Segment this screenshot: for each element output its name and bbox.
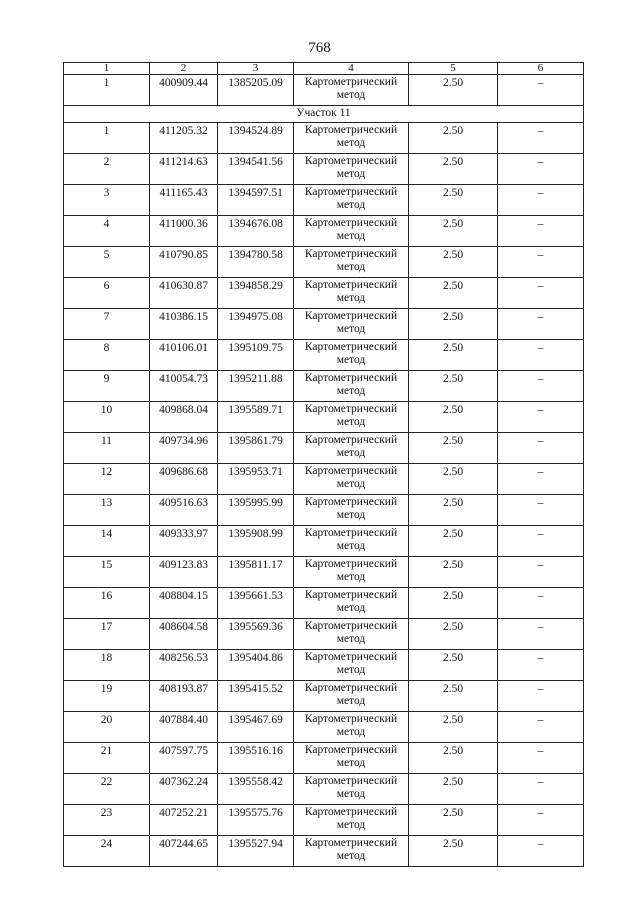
coord-x: 411214.63 [150,154,218,185]
method-cell [294,371,409,402]
method-cell [294,526,409,557]
method-line1: Картометрический [304,775,398,787]
point-number: 7 [64,309,150,340]
accuracy: 2.50 [409,526,498,557]
point-number: 11 [64,433,150,464]
note: – [498,619,584,650]
method-cell [294,712,409,743]
table-row [64,805,584,836]
method-cell [294,743,409,774]
column-header: 4 [294,63,409,75]
method-cell [294,247,409,278]
method-line1: Картометрический [304,837,398,849]
coord-x: 410106.01 [150,340,218,371]
note: – [498,75,584,106]
coord-x: 411165.43 [150,185,218,216]
coord-y: 1395953.71 [218,464,294,495]
note: – [498,495,584,526]
note: – [498,216,584,247]
coord-x: 407884.40 [150,712,218,743]
coord-y: 1395575.76 [218,805,294,836]
point-number: 3 [64,185,150,216]
accuracy: 2.50 [409,216,498,247]
method-line2: метод [336,89,366,101]
method-line2: метод [336,664,366,676]
point-number: 24 [64,836,150,867]
accuracy: 2.50 [409,247,498,278]
method-cell [294,185,409,216]
method-cell [294,309,409,340]
coord-x: 410630.87 [150,278,218,309]
method-line2: метод [336,199,366,211]
point-number: 17 [64,619,150,650]
accuracy: 2.50 [409,557,498,588]
point-number: 9 [64,371,150,402]
method-line2: метод [336,261,366,273]
coord-y: 1395995.99 [218,495,294,526]
point-number: 21 [64,743,150,774]
accuracy: 2.50 [409,619,498,650]
method-line2: метод [336,726,366,738]
method-cell [294,650,409,681]
method-line2: метод [336,354,366,366]
table-row [64,743,584,774]
method-cell [294,433,409,464]
table-row [64,154,584,185]
coord-x: 409686.68 [150,464,218,495]
accuracy: 2.50 [409,154,498,185]
coord-y: 1395527.94 [218,836,294,867]
table-row [64,650,584,681]
table-row [64,433,584,464]
point-number: 19 [64,681,150,712]
method-line1: Картометрический [304,558,398,570]
method-line1: Картометрический [304,465,398,477]
accuracy: 2.50 [409,495,498,526]
header-row [64,63,584,75]
accuracy: 2.50 [409,75,498,106]
method-line2: метод [336,385,366,397]
note: – [498,805,584,836]
method-line2: метод [336,602,366,614]
method-line1: Картометрический [304,806,398,818]
accuracy: 2.50 [409,712,498,743]
method-line2: метод [336,850,366,862]
point-number: 5 [64,247,150,278]
coord-x: 408193.87 [150,681,218,712]
point-number: 16 [64,588,150,619]
note: – [498,526,584,557]
note: – [498,464,584,495]
coord-y: 1395404.86 [218,650,294,681]
table-row [64,557,584,588]
method-line1: Картометрический [304,372,398,384]
method-line1: Картометрический [304,434,398,446]
accuracy: 2.50 [409,743,498,774]
method-line2: метод [336,230,366,242]
method-cell [294,495,409,526]
point-number: 14 [64,526,150,557]
accuracy: 2.50 [409,278,498,309]
method-line2: метод [336,323,366,335]
accuracy: 2.50 [409,340,498,371]
method-line1: Картометрический [304,651,398,663]
note: – [498,340,584,371]
table-row [64,588,584,619]
coord-y: 1395861.79 [218,433,294,464]
table-row [64,123,584,154]
coord-x: 400909.44 [150,75,218,106]
point-number: 4 [64,216,150,247]
method-line1: Картометрический [304,186,398,198]
accuracy: 2.50 [409,309,498,340]
method-line1: Картометрический [304,403,398,415]
point-number: 22 [64,774,150,805]
coord-x: 408256.53 [150,650,218,681]
accuracy: 2.50 [409,185,498,216]
method-cell [294,464,409,495]
method-cell [294,402,409,433]
coord-x: 409734.96 [150,433,218,464]
table-row [64,836,584,867]
note: – [498,681,584,712]
note: – [498,774,584,805]
method-line1: Картометрический [304,620,398,632]
table-row [64,278,584,309]
note: – [498,743,584,774]
coord-x: 411000.36 [150,216,218,247]
column-header: 5 [409,63,498,75]
note: – [498,433,584,464]
coord-x: 410054.73 [150,371,218,402]
coord-y: 1395811.17 [218,557,294,588]
point-number: 6 [64,278,150,309]
table-row [64,402,584,433]
method-line1: Картометрический [304,713,398,725]
page-number: 768 [308,40,331,56]
coordinates-table [63,62,584,867]
coord-x: 411205.32 [150,123,218,154]
note: – [498,154,584,185]
coord-y: 1394975.08 [218,309,294,340]
coord-y: 1395908.99 [218,526,294,557]
method-cell [294,681,409,712]
method-cell [294,836,409,867]
method-line2: метод [336,540,366,552]
method-line1: Картометрический [304,155,398,167]
table-row [64,619,584,650]
point-number: 23 [64,805,150,836]
coord-y: 1385205.09 [218,75,294,106]
accuracy: 2.50 [409,464,498,495]
column-header: 6 [498,63,584,75]
method-line1: Картометрический [304,589,398,601]
note: – [498,557,584,588]
coord-x: 408604.58 [150,619,218,650]
accuracy: 2.50 [409,774,498,805]
point-number: 18 [64,650,150,681]
method-line2: метод [336,416,366,428]
method-line2: метод [336,819,366,831]
table-row [64,216,584,247]
method-line2: метод [336,478,366,490]
method-cell [294,216,409,247]
column-header: 2 [150,63,218,75]
method-line2: метод [336,695,366,707]
point-number: 10 [64,402,150,433]
method-line2: метод [336,757,366,769]
coord-x: 410790.85 [150,247,218,278]
coord-y: 1394858.29 [218,278,294,309]
table-row [64,309,584,340]
point-number: 13 [64,495,150,526]
method-line2: метод [336,571,366,583]
coord-x: 407244.65 [150,836,218,867]
note: – [498,371,584,402]
point-number: 1 [64,123,150,154]
coord-x: 407252.21 [150,805,218,836]
method-line2: метод [336,509,366,521]
table-row [64,712,584,743]
section-title: Участок 11 [64,106,584,123]
method-line1: Картометрический [304,279,398,291]
point-number: 20 [64,712,150,743]
method-line1: Картометрический [304,341,398,353]
note: – [498,712,584,743]
method-line1: Картометрический [304,744,398,756]
coord-x: 410386.15 [150,309,218,340]
method-cell [294,154,409,185]
method-cell [294,588,409,619]
table-row [64,681,584,712]
coord-y: 1395569.36 [218,619,294,650]
coord-y: 1395415.52 [218,681,294,712]
accuracy: 2.50 [409,681,498,712]
method-line2: метод [336,447,366,459]
coord-x: 409123.83 [150,557,218,588]
column-header: 3 [218,63,294,75]
table-row [64,247,584,278]
coord-y: 1395516.16 [218,743,294,774]
method-line1: Картометрический [304,682,398,694]
coord-y: 1395109.75 [218,340,294,371]
point-number: 12 [64,464,150,495]
coord-x: 407362.24 [150,774,218,805]
note: – [498,123,584,154]
note: – [498,588,584,619]
coord-x: 409333.97 [150,526,218,557]
method-cell [294,805,409,836]
column-header: 1 [64,63,150,75]
accuracy: 2.50 [409,402,498,433]
method-cell [294,278,409,309]
method-cell [294,774,409,805]
coord-y: 1395211.88 [218,371,294,402]
coord-y: 1395589.71 [218,402,294,433]
note: – [498,278,584,309]
section-row [64,106,584,123]
method-cell [294,123,409,154]
method-line1: Картометрический [304,124,398,136]
coord-y: 1394780.58 [218,247,294,278]
method-cell [294,340,409,371]
note: – [498,650,584,681]
accuracy: 2.50 [409,650,498,681]
method-line2: метод [336,137,366,149]
accuracy: 2.50 [409,371,498,402]
coord-y: 1394524.89 [218,123,294,154]
point-number: 8 [64,340,150,371]
method-cell [294,619,409,650]
coord-y: 1394541.56 [218,154,294,185]
point-number: 1 [64,75,150,106]
coord-y: 1394676.08 [218,216,294,247]
method-line2: метод [336,168,366,180]
method-line1: Картометрический [304,248,398,260]
note: – [498,836,584,867]
note: – [498,185,584,216]
method-line1: Картометрический [304,217,398,229]
table-row [64,774,584,805]
accuracy: 2.50 [409,588,498,619]
accuracy: 2.50 [409,433,498,464]
coord-y: 1394597.51 [218,185,294,216]
note: – [498,402,584,433]
accuracy: 2.50 [409,123,498,154]
coord-y: 1395467.69 [218,712,294,743]
method-cell [294,75,409,106]
coord-x: 407597.75 [150,743,218,774]
coord-x: 408804.15 [150,588,218,619]
table-row [64,340,584,371]
coord-x: 409516.63 [150,495,218,526]
table-row [64,371,584,402]
method-line1: Картометрический [304,527,398,539]
point-number: 15 [64,557,150,588]
method-line1: Картометрический [304,310,398,322]
table-row [64,526,584,557]
table-row [64,75,584,106]
method-line1: Картометрический [304,76,398,88]
coord-y: 1395661.53 [218,588,294,619]
method-cell [294,557,409,588]
table-row [64,464,584,495]
method-line2: метод [336,788,366,800]
note: – [498,309,584,340]
point-number: 2 [64,154,150,185]
method-line1: Картометрический [304,496,398,508]
method-line2: метод [336,633,366,645]
note: – [498,247,584,278]
coord-x: 409868.04 [150,402,218,433]
table-row [64,185,584,216]
coord-y: 1395558.42 [218,774,294,805]
method-line2: метод [336,292,366,304]
accuracy: 2.50 [409,805,498,836]
accuracy: 2.50 [409,836,498,867]
table-row [64,495,584,526]
